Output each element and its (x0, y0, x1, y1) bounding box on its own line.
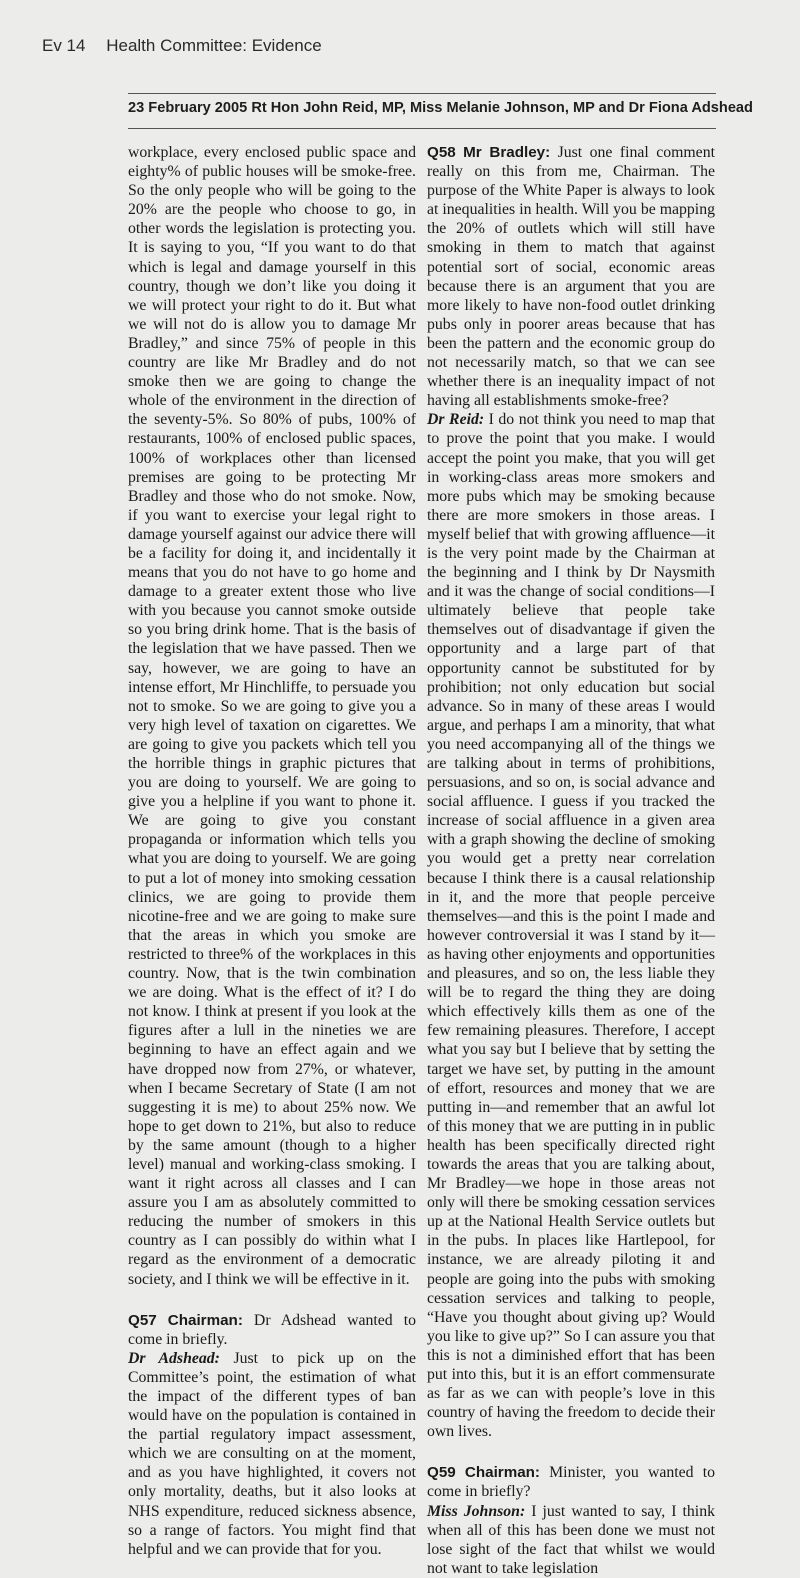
question-speaker: Mr Bradley: (463, 144, 551, 161)
question-text: Minister, you wanted to come in briefly? (427, 1464, 716, 1501)
answer-speaker: Dr Adshead: (128, 1349, 220, 1367)
question-number: Q57 (128, 1311, 157, 1329)
session-line: 23 February 2005 Rt Hon John Reid, MP, Miss Melanie Johnson, MP and Dr Fiona Adshead (128, 100, 753, 116)
question-57 (128, 1311, 416, 1349)
question-59 (427, 1463, 715, 1501)
question-speaker: Chairman: (464, 1464, 540, 1482)
reid-answer-continued: workplace, every enclosed public space and eighty% of public houses will be smoke-free. So the only people who will be going to the 20% are the people who choose to go, in other words the legislation is protecting you. It is saying to you, “If you want to do that which is legal and damage yourself in this country, though we don’t like you doing it we will protect your right to do it. But what we will not do is allow you to damage Mr Bradley,” and since 75% of people in this country are like Mr Bradley and do not smoke then we are going to change the whole of the environment in the direction of the seventy-5%. So 80% of pubs, 100% of restaurants, 100% of enclosed public spaces, 100% of workplaces other than licensed premises are going to be protecting Mr Bradley and those who do not smoke. Now, if you want to exercise your legal right to damage yourself against our advice there will be a facility for doing it, and incidentally it means that you do not have to go home and damage to a greater extent those who live with you because you cannot smoke outside so you bring drink home. That is the basis of the legislation that we have passed. Then we say, however, we are going to have an intense effort, Mr Hinchliffe, to persuade you not to smoke. So we are going to give you a very high level of taxation on cigarettes. We are going to give you packets which tell you the horrible things in graphic pictures that you are doing to yourself. We are going to give you a helpline if you want to phone it. We are going to give you constant propaganda or information which tells you what you are doing to yourself. We are going to put a lot of money into smoking cessation clinics, we are going to provide them nicotine-free and we are going to make sure that the areas in which you smoke are restricted to three% of the workplaces in this country. Now, that is the twin combination we are doing. What is the effect of it? I do not know. I think at present if you look at the figures after a lull in the nineties we are beginning to have an effect again and we have dropped now from 27%, or whatever, when I became Secretary of State (I am not suggesting it is me) to about 25% now. We hope to get down to 21%, but also to reduce by the same amount (though to a higher level) manual and working-class smoking. I want it right across all classes and I can assure you I am as absolutely committed to reducing the number of smokers in this country as I can possibly do within what I regard as the environment of a democratic society, and I think we will be effective in it. (128, 144, 416, 1288)
answer-57 (128, 1349, 416, 1559)
answer-speaker: Dr Reid: (427, 411, 485, 429)
answer-text: I just wanted to say, I think when all of this has been done we must not lose sight of the fact that whilst we would not want to take legislation (427, 1502, 715, 1577)
answer-text: I do not think you need to map that to prove the point that you make. I would accept the point you make, that you will get in working-class areas more smokers and more pubs which may be smoking because there are more smokers in those areas. I myself belief that with growing affluence—it is the very point made by the Chairman at the beginning and I think by Dr Naysmith and it was the change of social conditions—I ultimately believe that people take themselves out of disadvantage if given the opportunity and a large part of that opportunity cannot be substituted for by prohibition; not only education but social advance. So in many of these areas I would argue, and perhaps I am a minority, that what you need accompanying all of the things we are talking about in terms of prohibitions, persuasions, and so on, is social advance and social affluence. I guess if you tracked the increase of social affluence in a given area with a graph showing the decline of smoking you would get a pretty near correlation because I think there is a causal relationship in it, and the more that people perceive themselves—and this is the point I made and however controversial it was I stand by it—as having other enjoyments and opportunities and pleasures, and so on, the less liable they will be to regard the thing they are doing which effectively kills them as one of the few remaining pleasures. Therefore, I accept what you say but I believe that by setting the target we have set, by putting in the amount of effort, resources and money that we are putting in—and remember that an awful lot of this money that we are putting in in public health has been specifically directed right towards the areas that you are talking about, Mr Bradley—we hope in those areas not only will there be smoking cessation services up at the National Health Service outlets but in the pubs. In places like Hartlepool, for instance, we are already piloting it and people are going into the pubs with smoking cessation services and talking to people, “Have you thought about giving up? Would you like to give up?” So I can assure you that this is not a diminished effort that has been put into this, but it is an effort commensurate as far as we can with people’s love in this country of having the freedom to decide their own lives. (427, 411, 716, 1441)
question-text: Dr Adshead wanted to come in briefly. (128, 1311, 417, 1348)
question-number: Q58 (427, 144, 456, 161)
answer-58 (427, 410, 715, 1441)
question-58 (427, 143, 715, 410)
answer-59 (427, 1502, 715, 1578)
page-number: Ev 14 (42, 36, 86, 55)
answer-speaker: Miss Johnson: (427, 1502, 526, 1520)
question-speaker: Chairman: (167, 1311, 243, 1329)
question-number: Q59 (427, 1464, 456, 1482)
question-text: Just one final comment really on this from me, Chairman. The purpose of the White Paper is always to look at inequalities in health. Will you be mapping the 20% of outlets which will still have smoking in them to match that against potential sort of social, economic areas because there is an argument that you are more likely to have non-food outlet drinking pubs only in poorer areas because that has been the pattern and the economic group do not necessarily match, so that we can see whether there is an inequality impact of not having all establishments smoke-free? (427, 144, 715, 410)
answer-text: Just to pick up on the Committee’s point, the estimation of what the impact of the different types of ban would have on the population is contained in the partial regulatory impact assessment, which we are consulting on at the moment, and as you have highlighted, it covers not only mortality, deaths, but it also looks at NHS expenditure, reduced sickness absence, so a range of factors. You might find that helpful and we can provide that for you. (128, 1349, 417, 1558)
running-head (42, 36, 322, 56)
right-column (427, 143, 715, 1578)
header-rule-bottom (128, 128, 716, 129)
publication-title: Health Committee: Evidence (106, 36, 322, 55)
left-column (128, 143, 416, 1559)
header-rule-top (128, 93, 716, 94)
